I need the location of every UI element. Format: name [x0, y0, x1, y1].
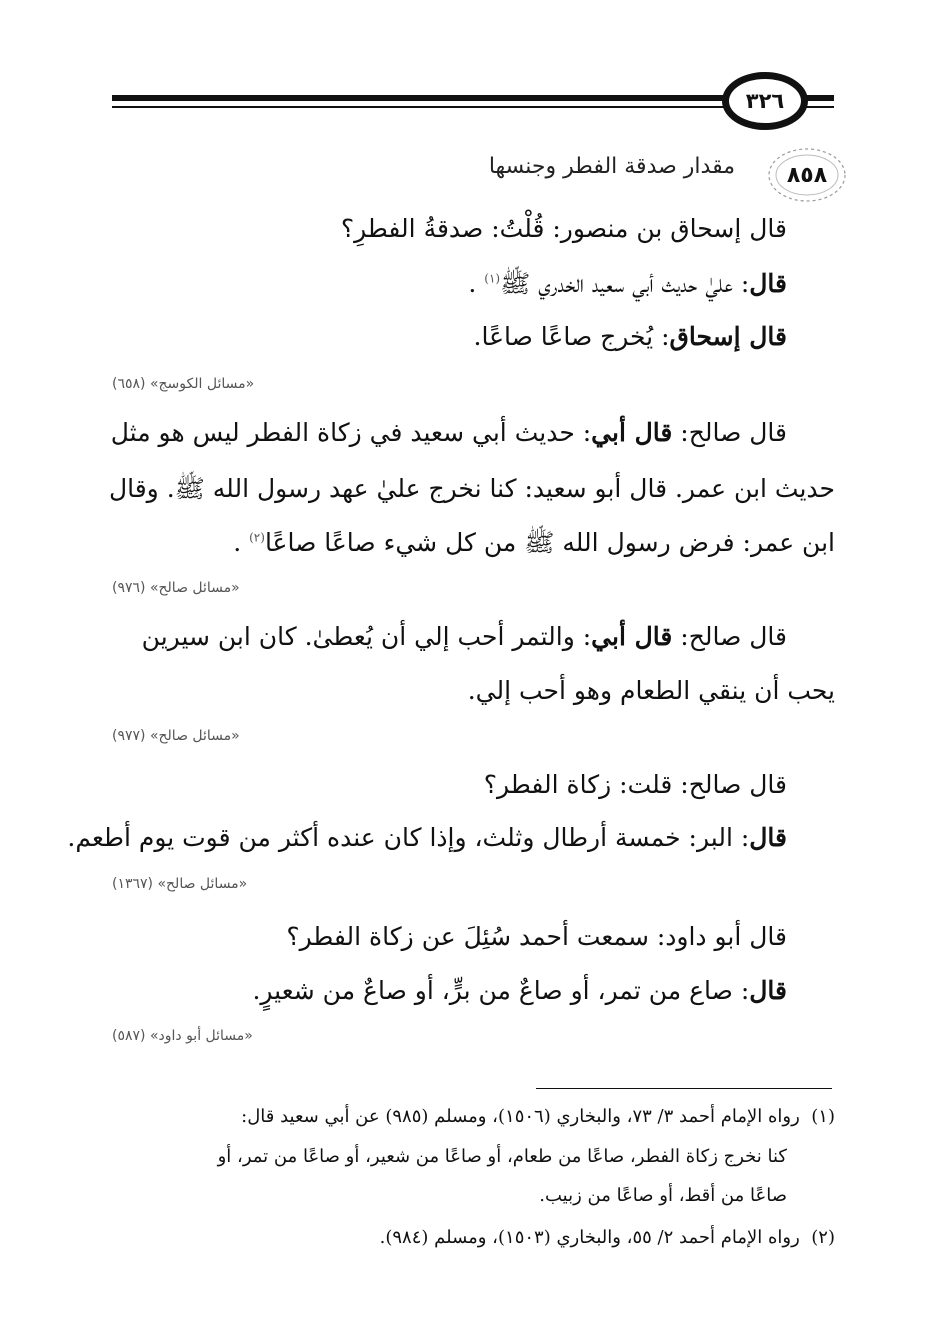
paragraph-line: قال أبو داود: سمعت أحمد سُئِلَ عن زكاة الفطر؟	[286, 922, 787, 951]
paragraph-line	[67, 823, 787, 852]
paragraph-line: يحب أن ينقي الطعام وهو أحب إلي.	[467, 676, 835, 705]
paragraph-line	[468, 268, 787, 305]
footnote-line	[241, 1106, 835, 1127]
paragraph-text: : والتمر أحب إلي أن يُعطىٰ. كان ابن سيرين	[141, 622, 592, 651]
paragraph-text: قال صالح:	[672, 622, 787, 651]
footnote-divider	[536, 1088, 832, 1089]
paragraph-line	[474, 322, 787, 351]
speaker-label: قال أبي	[591, 622, 673, 651]
source-citation: «مسائل صالح» (١٣٦٧)	[112, 876, 248, 892]
source-citation: «مسائل صالح» (٩٧٧)	[112, 728, 240, 744]
footnote-ref: (١)	[484, 271, 501, 286]
paragraph-line	[142, 622, 787, 651]
paragraph-text: قال صالح:	[672, 418, 787, 447]
footnote-ref: (٢)	[249, 530, 265, 545]
page-number: ٣٢٦	[745, 89, 785, 113]
chapter-title: مقدار صدقة الفطر وجنسها	[488, 154, 735, 179]
issue-number: ٨٥٨	[786, 162, 828, 188]
footnote-number: (٢)	[811, 1227, 835, 1248]
speaker-label: قال	[749, 976, 787, 1005]
footnote-line	[380, 1227, 835, 1248]
source-citation: «مسائل صالح» (٩٧٦)	[112, 580, 240, 596]
paragraph-text: : عليٰ حديث أبي سعيد الخدري ﷺ	[500, 269, 750, 298]
footnote-text: رواه الإمام أحمد ٣/ ٧٣، والبخاري (١٥٠٦)، ومسلم (٩٨٥) عن أبي سعيد قال:	[241, 1106, 800, 1127]
speaker-label: قال أبي	[591, 418, 673, 447]
paragraph-line	[111, 418, 787, 447]
paragraph-end: .	[468, 269, 485, 298]
paragraph-text: : البر: خمسة أرطال وثلث، وإذا كان عنده أكثر من قوت يوم أطعم.	[67, 823, 750, 852]
footnote-number: (١)	[811, 1106, 835, 1127]
paragraph-text: : حديث أبي سعيد في زكاة الفطر ليس هو مثل	[110, 418, 592, 447]
paragraph-line	[252, 976, 787, 1005]
paragraph-text: : يُخرج صاعًا صاعًا.	[473, 322, 670, 351]
footnote-line: صاعًا من أقط، أو صاعًا من زبيب.	[539, 1185, 787, 1206]
page-number-badge	[722, 72, 808, 130]
speaker-label: قال	[749, 269, 787, 298]
speaker-label: قال	[749, 823, 787, 852]
footnote-text: رواه الإمام أحمد ٢/ ٥٥، والبخاري (١٥٠٣)، ومسلم (٩٨٤).	[379, 1227, 800, 1248]
paragraph-text: ابن عمر: فرض رسول الله ﷺ من كل شيء صاعًا صاعًا	[264, 528, 835, 557]
paragraph-line	[233, 527, 835, 564]
paragraph-line: قال صالح: قلت: زكاة الفطر؟	[483, 770, 787, 799]
paragraph-end: .	[233, 528, 250, 557]
issue-number-ornament	[766, 146, 848, 204]
paragraph-text: : صاع من تمر، أو صاعٌ من برٍّ، أو صاعٌ من شعيرٍ.	[252, 976, 750, 1005]
footnote-line: كنا نخرج زكاة الفطر، صاعًا من طعام، أو صاعًا من شعير، أو صاعًا من تمر، أو	[217, 1146, 787, 1167]
source-citation: «مسائل الكوسج» (٦٥٨)	[112, 376, 255, 392]
paragraph-line: قال إسحاق بن منصور: قُلْتُ: صدقةُ الفطرِ؟	[340, 214, 787, 243]
paragraph-line: حديث ابن عمر. قال أبو سعيد: كنا نخرج عليٰ عهد رسول الله ﷺ. وقال	[108, 474, 835, 503]
speaker-label: قال إسحاق	[669, 322, 787, 351]
source-citation: «مسائل أبو داود» (٥٨٧)	[112, 1028, 253, 1044]
